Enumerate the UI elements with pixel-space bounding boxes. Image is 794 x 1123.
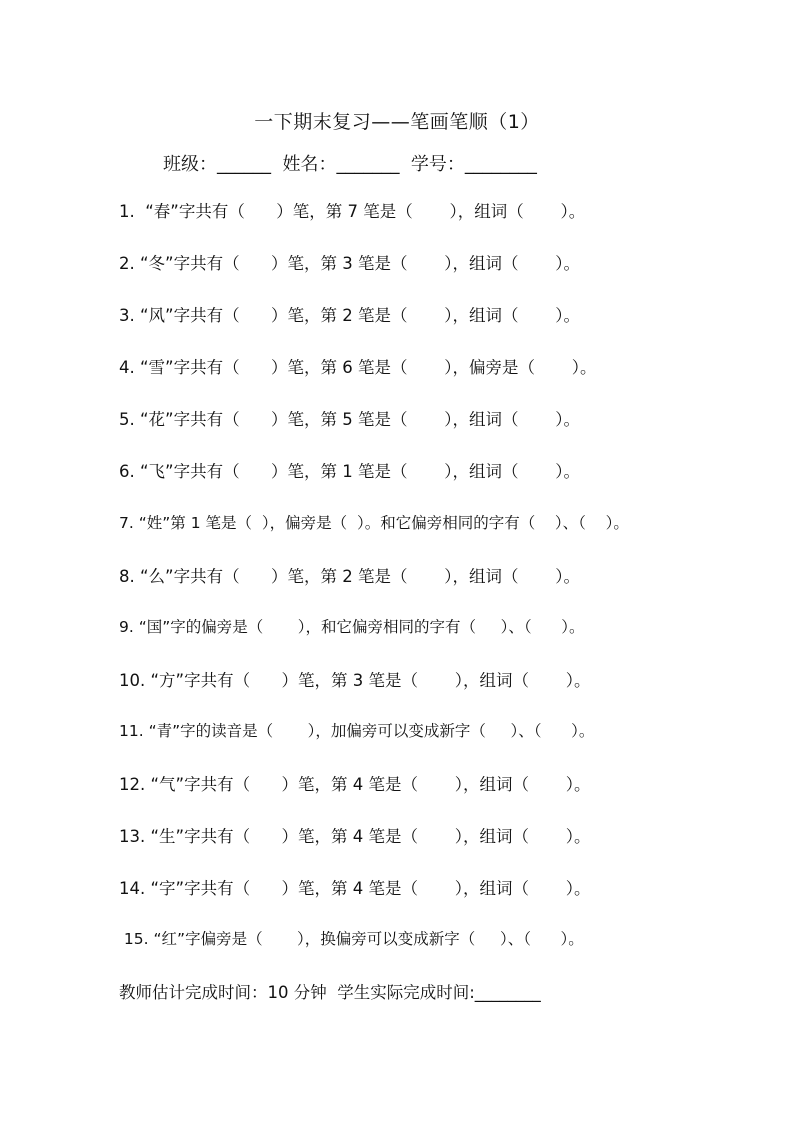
completion-time-note: 教师估计完成时间：10 分钟 学生实际完成时间:________ [119,983,541,1002]
question-11: 11. “青”字的读音是（ ），加偏旁可以变成新字（ ）、（ ）。 [119,722,595,740]
question-7: 7. “姓”第 1 笔是（ ），偏旁是（ ）。和它偏旁相同的字有（ ）、（ ）。 [119,514,629,532]
question-9: 9. “国”字的偏旁是（ ），和它偏旁相同的字有（ ）、（ ）。 [119,618,585,636]
question-10: 10. “方”字共有（ ）笔，第 3 笔是（ ），组词（ ）。 [119,671,591,690]
question-8: 8. “么”字共有（ ）笔，第 2 笔是（ ），组词（ ）。 [119,567,580,586]
question-1: 1. “春”字共有（ ）笔，第 7 笔是（ ），组词（ ）。 [119,202,586,221]
question-5: 5. “花”字共有（ ）笔，第 5 笔是（ ），组词（ ）。 [119,410,580,429]
worksheet-title: 一下期末复习——笔画笔顺（1） [254,111,540,133]
question-4: 4. “雪”字共有（ ）笔，第 6 笔是（ ），偏旁是（ ）。 [119,358,597,377]
question-2: 2. “冬”字共有（ ）笔，第 3 笔是（ ），组词（ ）。 [119,254,580,273]
question-12: 12. “气”字共有（ ）笔，第 4 笔是（ ），组词（ ）。 [119,775,591,794]
question-6: 6. “飞”字共有（ ）笔，第 1 笔是（ ），组词（ ）。 [119,462,580,481]
question-14: 14. “字”字共有（ ）笔，第 4 笔是（ ），组词（ ）。 [119,879,591,898]
question-13: 13. “生”字共有（ ）笔，第 4 笔是（ ），组词（ ）。 [119,827,591,846]
question-15: 15. “红”字偏旁是（ ），换偏旁可以变成新字（ ）、（ ）。 [119,930,584,948]
student-info-line: 班级：______ 姓名：_______ 学号：________ [163,154,537,175]
question-3: 3. “风”字共有（ ）笔，第 2 笔是（ ），组词（ ）。 [119,306,580,325]
